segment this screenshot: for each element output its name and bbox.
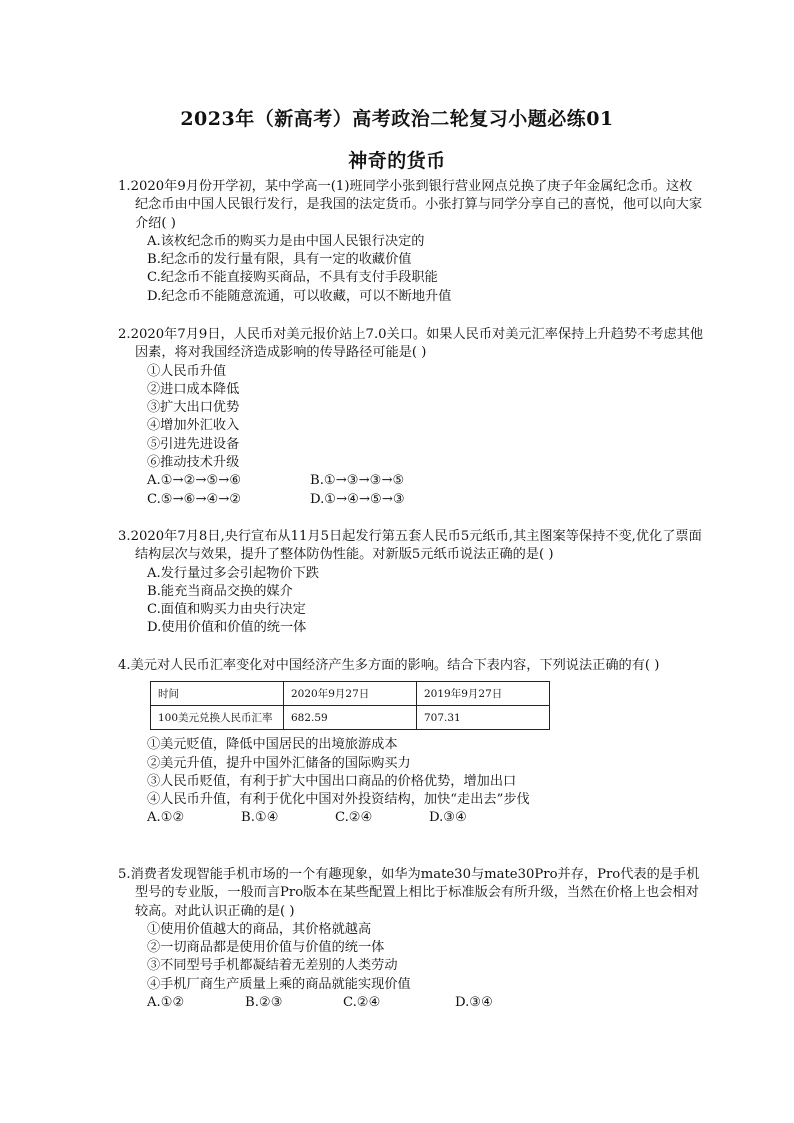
question-4 bbox=[118, 657, 704, 828]
question-2-option-b: B.①→③→③→⑤ bbox=[310, 473, 405, 489]
question-5-item: ③不同型号手机都凝结着无差别的人类劳动 bbox=[147, 958, 398, 974]
question-5-item: ①使用价值越大的商品，其价格就越高 bbox=[147, 921, 372, 937]
question-1-option-b: B.纪念币的发行量有限，具有一定的收藏价值 bbox=[147, 252, 412, 268]
question-5-item: ②一切商品都是使用价值与价值的统一体 bbox=[147, 940, 385, 956]
question-4-option-c: C.②④ bbox=[335, 810, 373, 826]
question-4-stem: 4.美元对人民币汇率变化对中国经济产生多方面的影响。结合下表内容，下列说法正确的有( ) bbox=[118, 658, 660, 673]
question-2-options-row-1 bbox=[118, 472, 704, 490]
question-1 bbox=[118, 178, 704, 306]
question-1-option-c: C.纪念币不能直接购买商品，不具有支付手段职能 bbox=[147, 270, 438, 286]
question-2-item: ⑥推动技术升级 bbox=[147, 455, 240, 471]
question-2-option-a: A.①→②→⑤→⑥ bbox=[147, 473, 242, 489]
table-cell: 707.31 bbox=[417, 706, 550, 730]
question-3-option-d: D.使用价值和价值的统一体 bbox=[147, 620, 307, 636]
table-header-row bbox=[151, 682, 550, 706]
question-2-item: ①人民币升值 bbox=[147, 363, 227, 379]
exchange-rate-table bbox=[150, 681, 550, 730]
question-4-item: ②美元升值，提升中国外汇储备的国际购买力 bbox=[147, 755, 411, 771]
question-4-item: ①美元贬值，降低中国居民的出境旅游成本 bbox=[147, 737, 398, 753]
question-2-option-c: C.⑤→⑥→④→② bbox=[147, 491, 242, 507]
question-5 bbox=[118, 866, 704, 1012]
table-cell: 682.59 bbox=[284, 706, 417, 730]
question-2-options-row-2 bbox=[118, 491, 704, 509]
question-4-option-b: B.①④ bbox=[241, 810, 279, 826]
question-2-item: ⑤引进先进设备 bbox=[147, 436, 240, 452]
table-row bbox=[151, 706, 550, 730]
table-header-cell: 2020年9月27日 bbox=[284, 682, 417, 706]
question-5-option-c: C.②④ bbox=[343, 995, 381, 1011]
question-5-option-a: A.①② bbox=[147, 995, 185, 1011]
table-header-cell: 时间 bbox=[151, 682, 284, 706]
question-2-item: ③扩大出口优势 bbox=[147, 400, 240, 416]
question-4-item: ④人民币升值，有利于优化中国对外投资结构，加快“走出去”步伐 bbox=[147, 792, 530, 808]
question-2 bbox=[118, 326, 704, 509]
question-1-option-d: D.纪念币不能随意流通，可以收藏，可以不断地升值 bbox=[147, 288, 452, 304]
question-3-stem: 3.2020年7月8日,央行宣布从11月5日起发行第五套人民币5元纸币,其主图案等保持不变,优化了票面结构层次与效果，提升了整体防伪性能。对新版5元纸币说法正确的是( ) bbox=[118, 529, 702, 563]
question-2-option-d: D.①→④→⑤→③ bbox=[310, 491, 405, 507]
question-3 bbox=[118, 528, 704, 638]
question-2-stem: 2.2020年7月9日，人民币对美元报价站上7.0关口。如果人民币对美元汇率保持上升趋势不考虑其他因素，将对我国经济造成影响的传导路径可能是( ) bbox=[118, 327, 704, 361]
document-subtitle: 神奇的货币 bbox=[348, 150, 446, 172]
question-5-stem: 5.消费者发现智能手机市场的一个有趣现象，如华为mate30与mate30Pro并存，Pro代表的是手机型号的专业版，一般而言Pro版本在某些配置上相比于标准版会有所升级，当然在价格上也会相对较高。对此认识正确的是( ) bbox=[118, 867, 700, 919]
question-5-option-d: D.③④ bbox=[455, 995, 493, 1011]
question-4-option-a: A.①② bbox=[147, 810, 185, 826]
question-4-item: ③人民币贬值，有利于扩大中国出口商品的价格优势，增加出口 bbox=[147, 773, 517, 789]
question-5-item: ④手机厂商生产质量上乘的商品就能实现价值 bbox=[147, 976, 411, 992]
question-5-option-b: B.②③ bbox=[245, 995, 283, 1011]
question-4-option-d: D.③④ bbox=[429, 810, 467, 826]
question-4-options bbox=[118, 809, 704, 827]
question-2-item: ④增加外汇收入 bbox=[147, 418, 240, 434]
question-3-option-b: B.能充当商品交换的媒介 bbox=[147, 583, 293, 599]
table-header-cell: 2019年9月27日 bbox=[417, 682, 550, 706]
question-5-options bbox=[118, 994, 704, 1012]
question-3-option-c: C.面值和购买力由央行决定 bbox=[147, 602, 306, 618]
table-cell: 100美元兑换人民币汇率 bbox=[151, 706, 284, 730]
question-1-option-a: A.该枚纪念币的购买力是由中国人民银行决定的 bbox=[147, 233, 425, 249]
question-3-option-a: A.发行量过多会引起物价下跌 bbox=[147, 565, 319, 581]
question-1-stem: 1.2020年9月份开学初，某中学高一(1)班同学小张到银行营业网点兑换了庚子年金属纪念币。这枚纪念币由中国人民银行发行，是我国的法定货币。小张打算与同学分享自己的喜悦，他可以向大家介绍( ) bbox=[118, 179, 703, 231]
document-title: 2023年（新高考）高考政治二轮复习小题必练01 bbox=[180, 108, 614, 130]
question-2-item: ②进口成本降低 bbox=[147, 381, 240, 397]
